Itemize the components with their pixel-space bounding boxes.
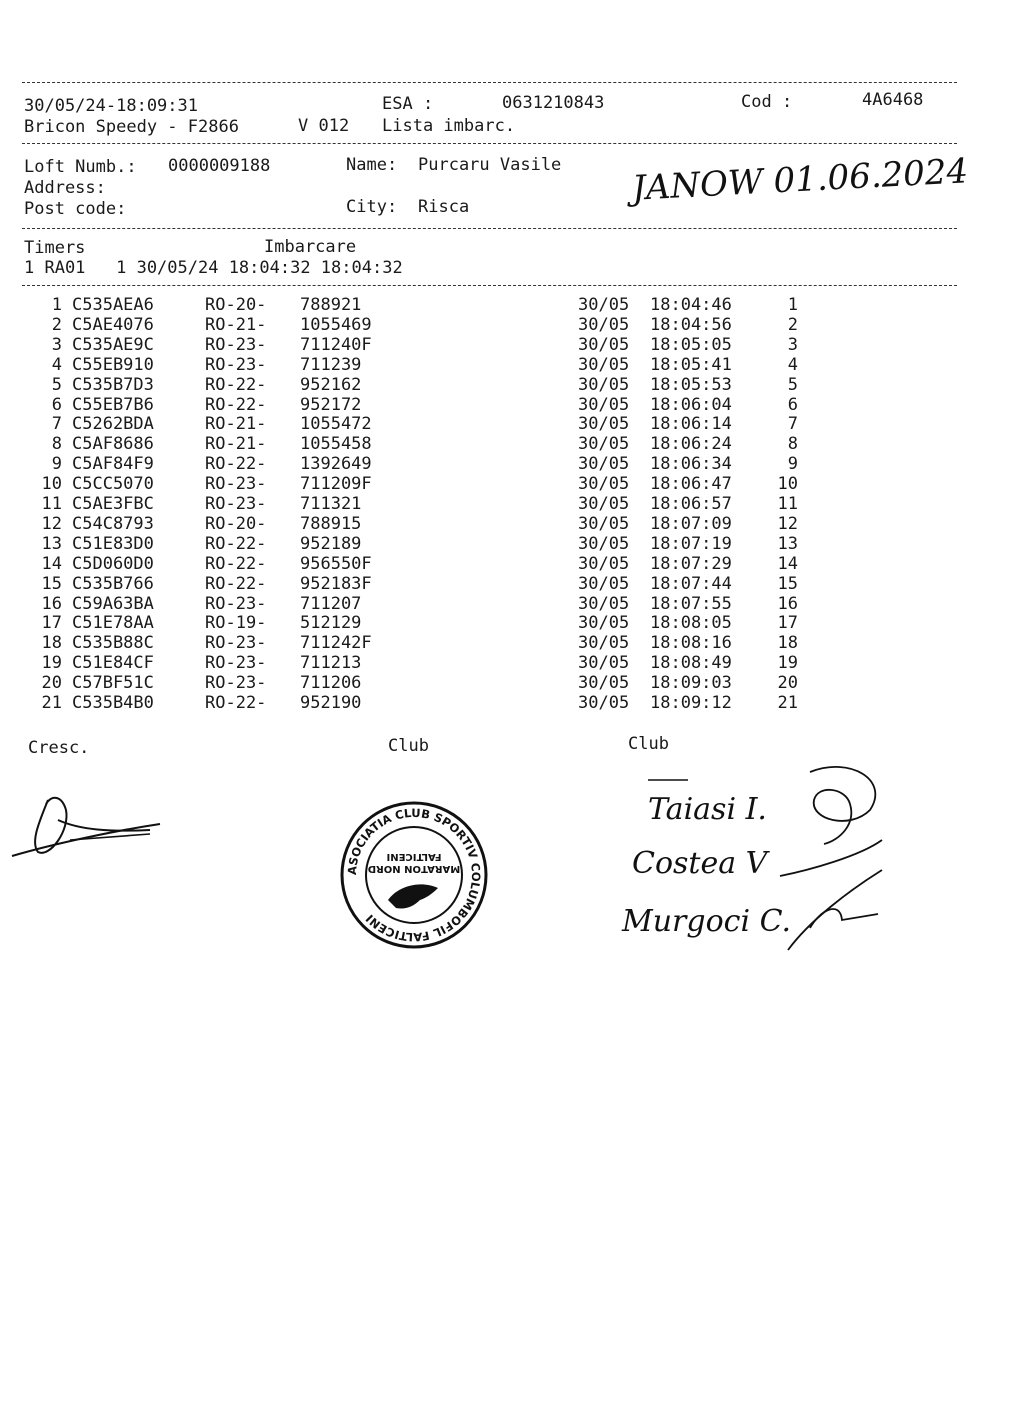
- timers-label: Timers: [24, 238, 86, 258]
- entry-date: 30/05: [578, 573, 630, 594]
- entry-ring-prefix: RO-22-: [205, 553, 267, 574]
- cod-label: Cod :: [741, 92, 793, 112]
- entry-time: 18:08:16: [650, 633, 732, 654]
- club-label-right: Club: [628, 734, 669, 754]
- entry-number: 20: [41, 673, 62, 694]
- entry-time: 18:07:55: [650, 593, 732, 614]
- entry-ring-prefix: RO-19-: [205, 613, 267, 634]
- entry-position: 19: [777, 653, 798, 674]
- entry-number: 21: [41, 693, 62, 713]
- entry-time: 18:04:56: [650, 314, 732, 335]
- entry-number: 2: [51, 314, 62, 335]
- entry-date: 30/05: [578, 533, 630, 554]
- entry-position: 7: [787, 414, 798, 435]
- entry-ring-prefix: RO-22-: [205, 573, 267, 594]
- entry-time: 18:04:46: [650, 295, 732, 315]
- entry-chip-id: C5D060D0: [72, 553, 154, 574]
- imbarcare-label: Imbarcare: [264, 237, 357, 257]
- entry-ring-prefix: RO-23-: [205, 653, 267, 674]
- entry-date: 30/05: [578, 633, 630, 654]
- club-label-left: Club: [388, 736, 429, 756]
- entry-date: 30/05: [578, 553, 630, 574]
- entry-date: 30/05: [578, 374, 630, 395]
- entry-date: 30/05: [578, 334, 630, 355]
- entry-ring-number: 952172: [300, 394, 362, 415]
- entry-time: 18:06:24: [650, 434, 732, 455]
- entry-time: 18:07:19: [650, 533, 732, 554]
- entry-chip-id: C51E83D0: [72, 533, 154, 554]
- entry-row: [0, 534, 1024, 554]
- entry-time: 18:08:49: [650, 653, 732, 674]
- entry-ring-prefix: RO-23-: [205, 474, 267, 495]
- entry-row: [0, 613, 1024, 633]
- entry-row: [0, 554, 1024, 574]
- timer-row: 1 RA01 1 30/05/24 18:04:32 18:04:32: [24, 258, 403, 278]
- entry-chip-id: C5CC5070: [72, 474, 154, 495]
- entry-date: 30/05: [578, 494, 630, 514]
- list-type: Lista imbarc.: [382, 116, 516, 136]
- entry-number: 18: [41, 633, 62, 654]
- entry-number: 17: [41, 613, 62, 634]
- entry-chip-id: C59A63BA: [72, 593, 154, 614]
- entry-ring-prefix: RO-21-: [205, 414, 267, 435]
- entry-number: 4: [51, 354, 62, 375]
- entry-date: 30/05: [578, 474, 630, 495]
- entry-chip-id: C535AE9C: [72, 334, 154, 355]
- entry-ring-number: 711240F: [300, 334, 372, 355]
- loft-owner-name: Purcaru Vasile: [418, 155, 562, 175]
- entry-date: 30/05: [578, 314, 630, 335]
- entry-chip-id: C5AF84F9: [72, 454, 154, 475]
- entry-ring-prefix: RO-21-: [205, 314, 267, 335]
- entry-number: 5: [51, 374, 62, 395]
- device-version: V 012: [298, 116, 350, 136]
- entry-number: 12: [41, 513, 62, 534]
- entry-ring-prefix: RO-22-: [205, 374, 267, 395]
- cresc-label: Cresc.: [28, 738, 90, 758]
- entry-number: 10: [41, 474, 62, 495]
- esa-label: ESA :: [382, 94, 434, 114]
- entry-ring-prefix: RO-20-: [205, 513, 267, 534]
- entry-ring-number: 711206: [300, 673, 362, 694]
- entry-ring-prefix: RO-21-: [205, 434, 267, 455]
- entry-row: [0, 315, 1024, 335]
- entry-time: 18:06:57: [650, 494, 732, 514]
- entry-ring-prefix: RO-23-: [205, 334, 267, 355]
- entry-chip-id: C55EB7B6: [72, 394, 154, 415]
- entry-row: [0, 395, 1024, 415]
- entry-row: [0, 673, 1024, 693]
- entry-date: 30/05: [578, 693, 630, 713]
- loft-rule: [22, 228, 957, 229]
- entry-chip-id: C535B766: [72, 573, 154, 594]
- entry-time: 18:06:47: [650, 474, 732, 495]
- entry-ring-number: 1055472: [300, 414, 372, 435]
- esa-value: 0631210843: [502, 93, 605, 113]
- entry-ring-number: 1392649: [300, 454, 372, 475]
- entry-ring-prefix: RO-22-: [205, 394, 267, 415]
- entry-date: 30/05: [578, 434, 630, 455]
- entry-chip-id: C535B7D3: [72, 374, 154, 395]
- club-signature-3: Murgoci C.: [622, 904, 791, 939]
- entry-ring-number: 1055469: [300, 314, 372, 335]
- entry-time: 18:05:53: [650, 374, 732, 395]
- club-stamp: [336, 800, 492, 950]
- header-rule: [22, 143, 957, 144]
- entry-time: 18:09:12: [650, 693, 732, 713]
- pigeon-emblem-icon: [388, 884, 438, 908]
- entry-ring-prefix: RO-23-: [205, 633, 267, 654]
- entry-time: 18:05:05: [650, 334, 732, 355]
- entry-row: [0, 594, 1024, 614]
- entry-chip-id: C57BF51C: [72, 673, 154, 694]
- entry-number: 7: [51, 414, 62, 435]
- entry-date: 30/05: [578, 394, 630, 415]
- entry-chip-id: C5AE4076: [72, 314, 154, 335]
- club-signature-1: Taiasi I.: [648, 792, 767, 827]
- entry-time: 18:07:29: [650, 553, 732, 574]
- entry-ring-number: 711213: [300, 653, 362, 674]
- entry-position: 2: [787, 314, 798, 335]
- entry-row: [0, 494, 1024, 514]
- entry-number: 19: [41, 653, 62, 674]
- entry-time: 18:06:04: [650, 394, 732, 415]
- entry-row: [0, 514, 1024, 534]
- entry-chip-id: C55EB910: [72, 354, 154, 375]
- entry-position: 8: [787, 434, 798, 455]
- entry-position: 13: [777, 533, 798, 554]
- entry-ring-number: 711239: [300, 354, 362, 375]
- print-datetime: 30/05/24-18:09:31: [24, 96, 198, 116]
- entry-ring-number: 512129: [300, 613, 362, 634]
- entry-chip-id: C5262BDA: [72, 414, 154, 435]
- entry-date: 30/05: [578, 295, 630, 315]
- entry-ring-number: 952190: [300, 693, 362, 713]
- entry-position: 18: [777, 633, 798, 654]
- entry-ring-number: 711321: [300, 494, 362, 514]
- cod-value: 4A6468: [862, 90, 924, 110]
- entry-row: [0, 693, 1024, 713]
- entry-date: 30/05: [578, 414, 630, 435]
- entry-ring-prefix: RO-22-: [205, 454, 267, 475]
- entry-chip-id: C51E78AA: [72, 613, 154, 634]
- entry-number: 3: [51, 334, 62, 355]
- entry-row: [0, 633, 1024, 653]
- entry-number: 13: [41, 533, 62, 554]
- name-label: Name:: [346, 155, 398, 175]
- entry-ring-number: 952189: [300, 533, 362, 554]
- entry-ring-number: 711207: [300, 593, 362, 614]
- stamp-inner-line-2: FALTICENI: [386, 851, 442, 862]
- entry-date: 30/05: [578, 653, 630, 674]
- entry-number: 14: [41, 553, 62, 574]
- entry-time: 18:06:14: [650, 414, 732, 435]
- city-label: City:: [346, 197, 398, 217]
- entry-ring-prefix: RO-23-: [205, 354, 267, 375]
- entry-date: 30/05: [578, 673, 630, 694]
- entry-ring-number: 952162: [300, 374, 362, 395]
- entry-row: [0, 434, 1024, 454]
- entry-number: 6: [51, 394, 62, 415]
- entry-ring-prefix: RO-23-: [205, 673, 267, 694]
- stamp-outer-text: ASOCIATIA CLUB SPORTIV COLUMBOFIL FALTICENI: [344, 805, 484, 945]
- entry-chip-id: C54C8793: [72, 513, 154, 534]
- entry-time: 18:07:09: [650, 513, 732, 534]
- entry-chip-id: C5AE3FBC: [72, 494, 154, 514]
- entry-position: 4: [787, 354, 798, 375]
- loft-number-label: Loft Numb.:: [24, 157, 137, 177]
- entry-ring-number: 788915: [300, 513, 362, 534]
- handwritten-race-note: JANOW 01.06.2024: [631, 151, 970, 209]
- entry-time: 18:08:05: [650, 613, 732, 634]
- entry-chip-id: C535AEA6: [72, 295, 154, 315]
- entry-position: 1: [787, 295, 798, 315]
- entry-position: 11: [777, 494, 798, 514]
- entry-chip-id: C535B88C: [72, 633, 154, 654]
- entry-row: [0, 474, 1024, 494]
- entry-number: 1: [51, 295, 62, 315]
- entry-number: 15: [41, 573, 62, 594]
- timers-rule: [22, 285, 957, 286]
- entry-position: 16: [777, 593, 798, 614]
- stamp-inner-line-1: MARATON NORD: [367, 863, 461, 874]
- entry-date: 30/05: [578, 454, 630, 475]
- entry-row: [0, 454, 1024, 474]
- entry-ring-prefix: RO-23-: [205, 593, 267, 614]
- entry-chip-id: C5AF8686: [72, 434, 154, 455]
- entry-position: 20: [777, 673, 798, 694]
- entry-position: 15: [777, 573, 798, 594]
- entry-position: 3: [787, 334, 798, 355]
- entry-position: 9: [787, 454, 798, 475]
- address-label: Address:: [24, 178, 106, 198]
- entry-position: 17: [777, 613, 798, 634]
- entry-row: [0, 335, 1024, 355]
- entry-row: [0, 295, 1024, 315]
- entry-ring-number: 711242F: [300, 633, 372, 654]
- entry-position: 10: [777, 474, 798, 495]
- entry-date: 30/05: [578, 613, 630, 634]
- entry-ring-number: 788921: [300, 295, 362, 315]
- entry-time: 18:05:41: [650, 354, 732, 375]
- entry-row: [0, 574, 1024, 594]
- device-name: Bricon Speedy - F2866: [24, 117, 239, 137]
- breeder-signature: [0, 780, 180, 870]
- entry-row: [0, 375, 1024, 395]
- entry-date: 30/05: [578, 513, 630, 534]
- postcode-label: Post code:: [24, 199, 127, 219]
- top-rule: [22, 82, 957, 83]
- entry-number: 11: [41, 494, 62, 514]
- entry-row: [0, 355, 1024, 375]
- entry-position: 6: [787, 394, 798, 415]
- entry-ring-prefix: RO-22-: [205, 533, 267, 554]
- entry-ring-number: 956550F: [300, 553, 372, 574]
- entry-position: 14: [777, 553, 798, 574]
- entry-date: 30/05: [578, 354, 630, 375]
- entry-number: 8: [51, 434, 62, 455]
- entry-ring-number: 1055458: [300, 434, 372, 455]
- entry-number: 16: [41, 593, 62, 614]
- entry-ring-number: 952183F: [300, 573, 372, 594]
- loft-number: 0000009188: [168, 156, 271, 176]
- entry-time: 18:09:03: [650, 673, 732, 694]
- entry-chip-id: C535B4B0: [72, 693, 154, 713]
- entry-row: [0, 653, 1024, 673]
- entry-number: 9: [51, 454, 62, 475]
- entry-time: 18:06:34: [650, 454, 732, 475]
- entry-row: [0, 414, 1024, 434]
- entry-chip-id: C51E84CF: [72, 653, 154, 674]
- city-value: Risca: [418, 197, 470, 217]
- entry-position: 21: [777, 693, 798, 713]
- entry-position: 12: [777, 513, 798, 534]
- entry-ring-prefix: RO-20-: [205, 295, 267, 315]
- entry-time: 18:07:44: [650, 573, 732, 594]
- entry-date: 30/05: [578, 593, 630, 614]
- entry-ring-prefix: RO-22-: [205, 693, 267, 713]
- club-signature-2: Costea V: [632, 846, 768, 881]
- entry-ring-prefix: RO-23-: [205, 494, 267, 514]
- entry-position: 5: [787, 374, 798, 395]
- entry-ring-number: 711209F: [300, 474, 372, 495]
